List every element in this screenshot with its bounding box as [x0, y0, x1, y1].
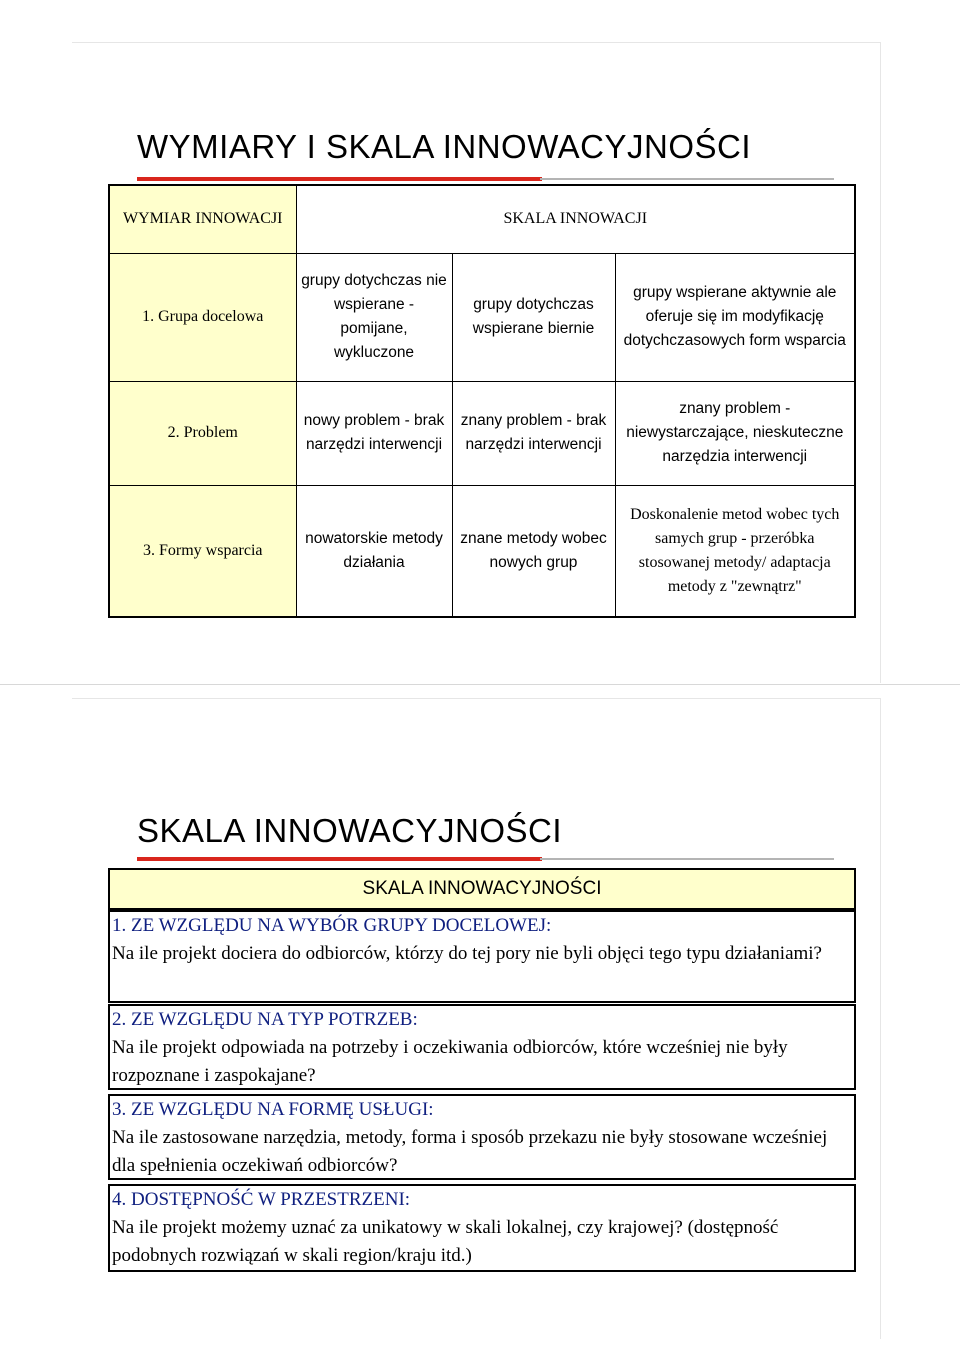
- title-underline-gray: [540, 858, 834, 860]
- header-dimension: WYMIAR INNOWACJI: [109, 185, 296, 253]
- row-dimension: 1. Grupa docelowa: [109, 253, 296, 381]
- innovation-dimensions-table: [108, 184, 856, 618]
- table-row: [109, 253, 855, 381]
- table-cell: grupy wspierane aktywnie ale oferuje się im modyfikację dotychczasowych form wsparcia: [615, 253, 855, 381]
- table-cell: znany problem - niewystarczające, nieskuteczne narzędzia interwencji: [615, 381, 855, 485]
- table-cell: grupy dotychczas wspierane biernie: [452, 253, 615, 381]
- question-heading: 1. ZE WZGLĘDU NA WYBÓR GRUPY DOCELOWEJ:: [112, 915, 552, 936]
- slide-1-title: WYMIARY I SKALA INNOWACYJNOŚCI: [137, 128, 752, 165]
- question-heading: 4. DOSTĘPNOŚĆ W PRZESTRZENI:: [112, 1189, 411, 1210]
- question-body: Na ile projekt możemy uznać za unikatowy w skali lokalnej, czy krajowej? (dostępność podobnych rozwiązań w skali region/kraju itd.): [112, 1217, 779, 1266]
- scale-header-box: SKALA INNOWACYJNOŚCI: [108, 868, 856, 910]
- question-box: [108, 910, 856, 1003]
- question-body: Na ile zastosowane narzędzia, metody, forma i sposób przekazu nie były stosowane wcześniej dla spełnienia oczekiwań odbiorców?: [112, 1127, 828, 1176]
- table-header-row: [109, 185, 855, 253]
- question-heading: 3. ZE WZGLĘDU NA FORMĘ USŁUGI:: [112, 1099, 434, 1120]
- title-underline-red: [137, 857, 542, 861]
- question-box: [108, 1184, 856, 1272]
- row-dimension: 3. Formy wsparcia: [109, 485, 296, 617]
- table-cell: nowy problem - brak narzędzi interwencji: [296, 381, 452, 485]
- table-cell: Doskonalenie metod wobec tych samych grup - przeróbka stosowanej metody/ adaptacja metody z "zewnątrz": [615, 485, 855, 617]
- table-cell: nowatorskie metody działania: [296, 485, 452, 617]
- header-scale: SKALA INNOWACJI: [296, 185, 855, 253]
- table-cell: grupy dotychczas nie wspierane - pomijane, wykluczone: [296, 253, 452, 381]
- table-cell: znany problem - brak narzędzi interwencji: [452, 381, 615, 485]
- title-underline-red: [137, 177, 542, 181]
- title-underline-gray: [540, 178, 834, 180]
- question-box: [108, 1094, 856, 1180]
- slide-2-title: SKALA INNOWACYJNOŚCI: [137, 812, 563, 849]
- table-row: [109, 485, 855, 617]
- question-box: [108, 1004, 856, 1090]
- table-row: [109, 381, 855, 485]
- question-body: Na ile projekt dociera do odbiorców, którzy do tej pory nie byli objęci tego typu działaniami?: [112, 943, 822, 964]
- question-heading: 2. ZE WZGLĘDU NA TYP POTRZEB:: [112, 1009, 418, 1030]
- page-separator: [0, 684, 960, 685]
- table-cell: znane metody wobec nowych grup: [452, 485, 615, 617]
- row-dimension: 2. Problem: [109, 381, 296, 485]
- question-body: Na ile projekt odpowiada na potrzeby i oczekiwania odbiorców, które wcześniej nie były rozpoznane i zaspokajane?: [112, 1037, 788, 1086]
